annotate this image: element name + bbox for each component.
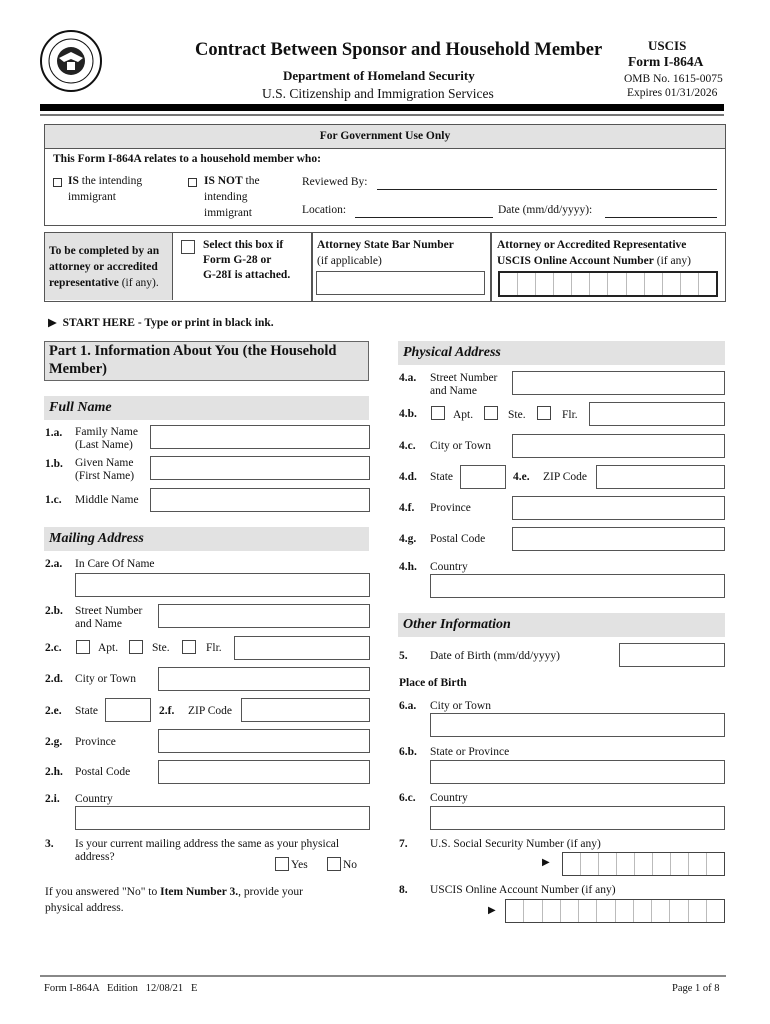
- ssn-input[interactable]: [562, 852, 725, 876]
- item-4g-num: 4.g.: [399, 533, 417, 545]
- is-not-intending-checkbox[interactable]: [188, 178, 197, 187]
- birth-city-input[interactable]: [430, 713, 725, 737]
- reviewed-by-label: Reviewed By:: [302, 176, 368, 188]
- middle-name-input[interactable]: [150, 488, 370, 512]
- mailing-state-label: State: [75, 705, 98, 717]
- physical-zip-label: ZIP Code: [543, 471, 587, 483]
- bar-number-label: Attorney State Bar Number: [317, 239, 454, 251]
- q3-text: Is your current mailing address the same as your physical address?: [75, 838, 340, 863]
- physical-flr-label: Flr.: [562, 409, 578, 421]
- date-field[interactable]: [605, 204, 717, 218]
- triangle-right-icon: ▶: [488, 905, 496, 916]
- mailing-zip-input[interactable]: [241, 698, 370, 722]
- department: Department of Homeland Security: [283, 68, 475, 83]
- attorney-account-label-1: Attorney or Accredited Representative: [497, 239, 687, 251]
- g28-label-2: Form G-28 or: [203, 254, 272, 266]
- dob-label: Date of Birth (mm/dd/yyyy): [430, 650, 560, 662]
- location-field[interactable]: [355, 204, 493, 218]
- expiration-date: Expires 01/31/2026: [627, 87, 718, 99]
- physical-state-label: State: [430, 471, 453, 483]
- physical-unit-input[interactable]: [589, 402, 725, 426]
- start-here: ▶ START HERE - Type or print in black ink.: [48, 317, 274, 329]
- g28-attached-checkbox[interactable]: [181, 240, 195, 254]
- date-label: Date (mm/dd/yyyy):: [498, 204, 593, 216]
- mailing-province-label: Province: [75, 736, 116, 748]
- attorney-label-3: representative (if any).: [49, 277, 159, 289]
- physical-province-input[interactable]: [512, 496, 725, 520]
- item-1c-num: 1.c.: [45, 494, 62, 506]
- family-name-label: Family Name (Last Name): [75, 426, 138, 451]
- item-6b-num: 6.b.: [399, 746, 417, 758]
- item-2d-num: 2.d.: [45, 673, 63, 685]
- q3-no-checkbox[interactable]: [327, 857, 341, 871]
- q3-yes-label: Yes: [291, 859, 308, 871]
- header-bar: [40, 104, 724, 111]
- mailing-address-section: Mailing Address: [44, 527, 369, 551]
- birth-country-input[interactable]: [430, 806, 725, 830]
- attorney-label-1: To be completed by an: [49, 245, 160, 257]
- item-8-num: 8.: [399, 884, 408, 896]
- agency-short: USCIS: [648, 38, 687, 53]
- mailing-zip-label: ZIP Code: [188, 705, 232, 717]
- item-4c-num: 4.c.: [399, 440, 416, 452]
- is-intending-checkbox[interactable]: [53, 178, 62, 187]
- form-number: Form I-864A: [628, 54, 704, 69]
- physical-apt-label: Apt.: [453, 409, 474, 421]
- physical-street-label: Street Number and Name: [430, 372, 498, 397]
- item-2f-num: 2.f.: [159, 705, 175, 717]
- mailing-city-input[interactable]: [158, 667, 370, 691]
- item-4b-num: 4.b.: [399, 408, 417, 420]
- mailing-city-label: City or Town: [75, 673, 136, 685]
- bar-number-input[interactable]: [316, 271, 485, 295]
- q3-no-label: No: [343, 859, 358, 871]
- physical-province-label: Province: [430, 502, 471, 514]
- footer-rule: [40, 975, 726, 977]
- dhs-seal-icon: [40, 30, 102, 92]
- item-2b-num: 2.b.: [45, 605, 63, 617]
- item-4a-num: 4.a.: [399, 372, 417, 384]
- birth-state-input[interactable]: [430, 760, 725, 784]
- item-1b-num: 1.b.: [45, 458, 63, 470]
- item-6a-num: 6.a.: [399, 700, 417, 712]
- item-4h-num: 4.h.: [399, 561, 417, 573]
- is-intending-label: IS the intending: [68, 175, 143, 187]
- mailing-street-input[interactable]: [158, 604, 370, 628]
- given-name-label: Given Name (First Name): [75, 457, 135, 482]
- in-care-of-label: In Care Of Name: [75, 558, 155, 570]
- birth-state-label: State or Province: [430, 746, 510, 758]
- middle-name-label: Middle Name: [75, 494, 139, 506]
- mailing-flr-label: Flr.: [206, 642, 222, 654]
- item-2i-num: 2.i.: [45, 793, 60, 805]
- physical-street-input[interactable]: [512, 371, 725, 395]
- mailing-country-input[interactable]: [75, 806, 370, 830]
- mailing-unit-input[interactable]: [234, 636, 370, 660]
- g28-label-3: G-28I is attached.: [203, 269, 291, 281]
- item-3-num: 3.: [45, 838, 54, 850]
- form-edition: Form I-864A Edition 12/08/21 E: [44, 983, 198, 994]
- mailing-ste-checkbox[interactable]: [129, 640, 143, 654]
- birth-country-label: Country: [430, 792, 468, 804]
- physical-city-label: City or Town: [430, 440, 491, 452]
- gov-use-relates: This Form I-864A relates to a household member who:: [53, 153, 321, 165]
- physical-flr-checkbox[interactable]: [537, 406, 551, 420]
- item-5-num: 5.: [399, 650, 408, 662]
- part1-header: Part 1. Information About You (the Household Member): [44, 341, 369, 381]
- family-name-input[interactable]: [150, 425, 370, 449]
- triangle-right-icon: ▶: [48, 317, 57, 329]
- item-2c-num: 2.c.: [45, 642, 62, 654]
- mailing-ste-label: Ste.: [152, 642, 170, 654]
- q3-yes-checkbox[interactable]: [275, 857, 289, 871]
- item-6c-num: 6.c.: [399, 792, 416, 804]
- online-account-input[interactable]: [505, 899, 725, 923]
- mailing-state-input[interactable]: [105, 698, 151, 722]
- other-information-section: Other Information: [398, 613, 725, 637]
- is-not-intending-label-3: immigrant: [204, 207, 252, 219]
- q3-note: If you answered "No" to Item Number 3., provide your physical address.: [45, 886, 303, 914]
- item-1a-num: 1.a.: [45, 427, 63, 439]
- mailing-street-label: Street Number and Name: [75, 605, 143, 630]
- item-2a-num: 2.a.: [45, 558, 63, 570]
- physical-country-label: Country: [430, 561, 468, 573]
- physical-postal-label: Postal Code: [430, 533, 486, 545]
- location-label: Location:: [302, 204, 347, 216]
- item-4f-num: 4.f.: [399, 502, 415, 514]
- bar-number-sub: (if applicable): [317, 255, 382, 267]
- omb-number: OMB No. 1615-0075: [624, 73, 723, 85]
- physical-country-input[interactable]: [430, 574, 725, 598]
- agency: U.S. Citizenship and Immigration Services: [262, 86, 494, 101]
- mailing-flr-checkbox[interactable]: [182, 640, 196, 654]
- physical-apt-checkbox[interactable]: [431, 406, 445, 420]
- item-4e-num: 4.e.: [513, 471, 530, 483]
- full-name-section: Full Name: [44, 396, 369, 420]
- given-name-input[interactable]: [150, 456, 370, 480]
- mailing-apt-checkbox[interactable]: [76, 640, 90, 654]
- is-not-intending-label-2: intending: [204, 191, 248, 203]
- mailing-province-input[interactable]: [158, 729, 370, 753]
- item-4d-num: 4.d.: [399, 471, 417, 483]
- attorney-account-number-input[interactable]: [498, 271, 718, 297]
- physical-ste-label: Ste.: [508, 409, 526, 421]
- divider: [311, 233, 313, 301]
- dob-input[interactable]: [619, 643, 725, 667]
- g28-label-1: Select this box if: [203, 239, 284, 251]
- physical-postal-input[interactable]: [512, 527, 725, 551]
- mailing-postal-label: Postal Code: [75, 766, 131, 778]
- in-care-of-input[interactable]: [75, 573, 370, 597]
- physical-ste-checkbox[interactable]: [484, 406, 498, 420]
- physical-state-input[interactable]: [460, 465, 506, 489]
- birth-city-label: City or Town: [430, 700, 491, 712]
- attorney-account-label-2: USCIS Online Account Number (if any): [497, 255, 691, 267]
- mailing-apt-label: Apt.: [98, 642, 119, 654]
- divider: [490, 233, 492, 301]
- page-number: Page 1 of 8: [672, 983, 720, 994]
- is-not-intending-label: IS NOT the: [204, 175, 260, 187]
- mailing-country-label: Country: [75, 793, 113, 805]
- reviewed-by-field[interactable]: [377, 176, 717, 190]
- physical-city-input[interactable]: [512, 434, 725, 458]
- physical-zip-input[interactable]: [596, 465, 725, 489]
- is-intending-label-2: immigrant: [68, 191, 116, 203]
- triangle-right-icon: ▶: [542, 857, 550, 868]
- physical-address-section: Physical Address: [398, 341, 725, 365]
- header-rule: [40, 114, 724, 116]
- item-7-num: 7.: [399, 838, 408, 850]
- online-account-label: USCIS Online Account Number (if any): [430, 884, 616, 896]
- item-2h-num: 2.h.: [45, 766, 63, 778]
- gov-use-title: For Government Use Only: [45, 125, 725, 149]
- mailing-postal-input[interactable]: [158, 760, 370, 784]
- place-of-birth-heading: Place of Birth: [399, 677, 467, 689]
- ssn-label: U.S. Social Security Number (if any): [430, 838, 601, 850]
- item-2e-num: 2.e.: [45, 705, 62, 717]
- item-2g-num: 2.g.: [45, 736, 63, 748]
- attorney-label-2: attorney or accredited: [49, 261, 158, 273]
- form-title: Contract Between Sponsor and Household Member: [195, 40, 603, 60]
